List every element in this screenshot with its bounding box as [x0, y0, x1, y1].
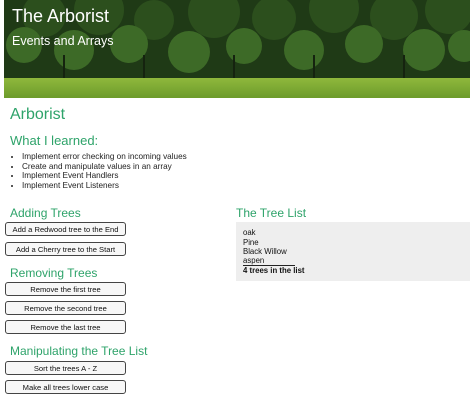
remove-second-button[interactable]: Remove the second tree	[5, 301, 126, 315]
add-cherry-button[interactable]: Add a Cherry tree to the Start	[5, 242, 126, 256]
lowercase-button[interactable]: Make all trees lower case	[5, 380, 126, 394]
hero-banner	[4, 0, 470, 98]
remove-first-button[interactable]: Remove the first tree	[5, 282, 126, 296]
grass-strip	[4, 78, 470, 98]
site-subtitle: Events and Arrays	[12, 34, 114, 48]
add-redwood-button[interactable]: Add a Redwood tree to the End	[5, 222, 126, 236]
learned-item: • Implement error checking on incoming values	[22, 152, 187, 162]
learned-heading: What I learned:	[10, 133, 99, 148]
tree-list-heading: The Tree List	[236, 206, 307, 220]
manipulating-heading: Manipulating the Tree List	[10, 344, 148, 358]
tree-item: Pine	[243, 238, 259, 247]
tree-item: oak	[243, 228, 256, 237]
page-title: Arborist	[10, 106, 66, 123]
learned-item: • Implement Event Handlers	[22, 171, 187, 181]
learned-list	[9, 152, 187, 190]
sort-button[interactable]: Sort the trees A - Z	[5, 361, 126, 375]
site-title: The Arborist	[12, 6, 110, 26]
tree-item: aspen	[243, 256, 295, 266]
tree-count: 4 trees in the list	[243, 266, 305, 275]
removing-heading: Removing Trees	[10, 266, 98, 280]
tree-item: Black Willow	[243, 247, 287, 256]
adding-heading: Adding Trees	[10, 206, 81, 220]
tree-list-box	[236, 222, 470, 281]
learned-item: • Create and manipulate values in an array	[22, 162, 187, 172]
learned-item: • Implement Event Listeners	[22, 181, 187, 191]
remove-last-button[interactable]: Remove the last tree	[5, 320, 126, 334]
